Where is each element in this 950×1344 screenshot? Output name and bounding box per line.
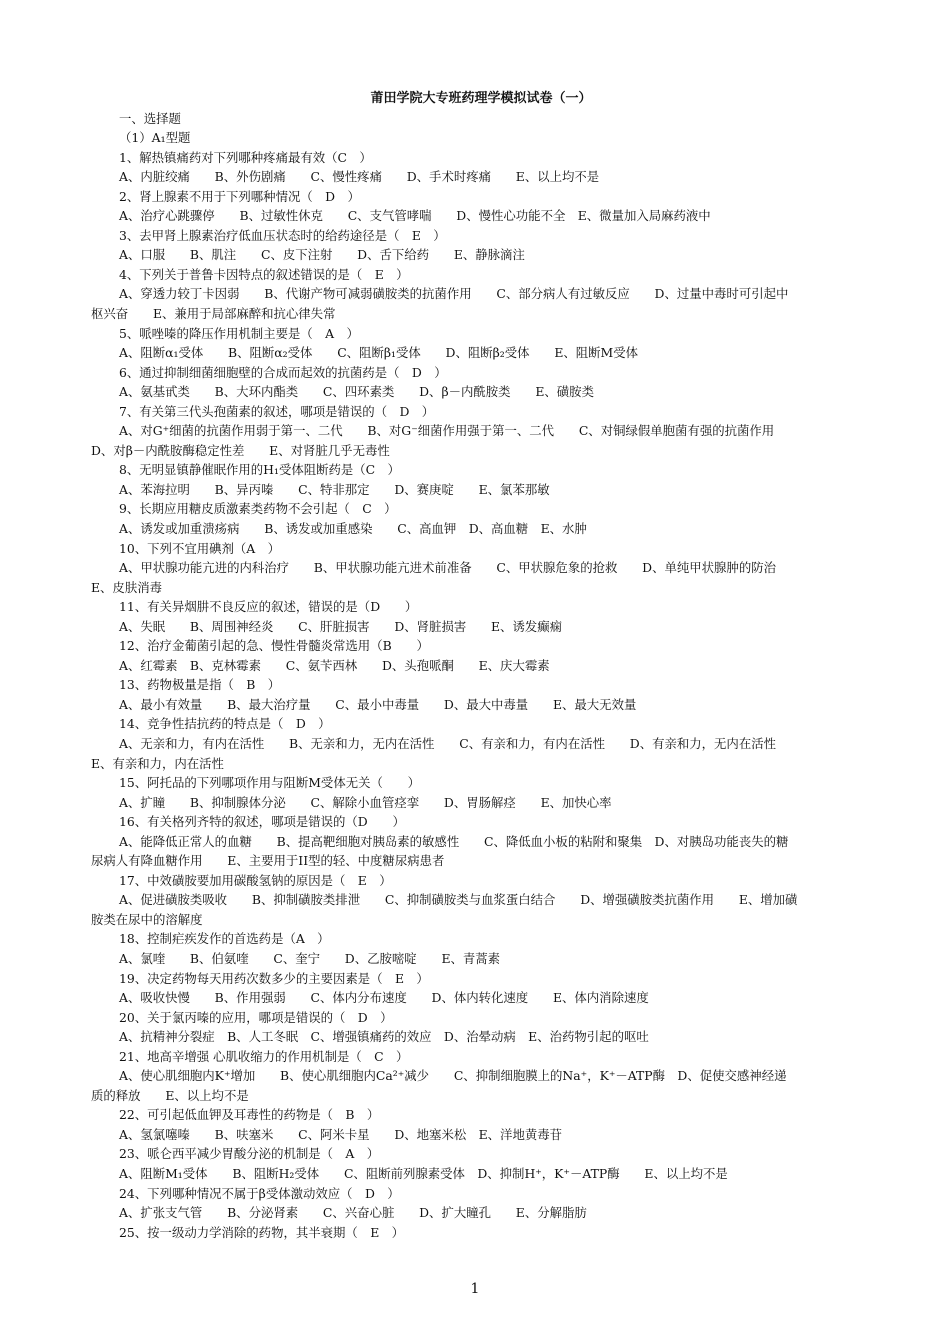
question-line: A、苯海拉明 B、异丙嗪 C、特非那定 D、赛庚啶 E、氯苯那敏 [119, 481, 550, 497]
question-line: 9、长期应用糖皮质激素类药物不会引起（ C ） [119, 501, 397, 517]
question-line: A、吸收快慢 B、作用强弱 C、体内分布速度 D、体内转化速度 E、体内消除速度 [119, 990, 649, 1006]
question-line: 10、下列不宜用碘剂（A ） [119, 540, 281, 556]
question-line: 22、可引起低血钾及耳毒性的药物是（ B ） [119, 1107, 380, 1123]
question-line: A、氨基甙类 B、大环内酯类 C、四环素类 D、β－内酰胺类 E、磺胺类 [119, 384, 594, 400]
question-text-continuation: 质的释放 E、以上均不是 [91, 1087, 249, 1103]
exam-page [91, 89, 871, 1242]
question-line: 25、按一级动力学消除的药物，其半衰期（ E ） [119, 1224, 405, 1240]
question-line: 23、哌仑西平减少胃酸分泌的机制是（ A ） [119, 1146, 380, 1162]
question-line: A、甲状腺功能亢进的内科治疗 B、甲状腺功能亢进术前准备 C、甲状腺危象的抢救 D、单纯甲状腺肿的防治 [119, 560, 776, 576]
question-line: A、内脏绞痛 B、外伤剧痛 C、慢性疼痛 D、手术时疼痛 E、以上均不是 [119, 169, 600, 185]
question-line: 13、药物极量是指（ B ） [119, 677, 281, 693]
question-line: A、氢氯噻嗪 B、呋塞米 C、阿米卡星 D、地塞米松 E、洋地黄毒苷 [119, 1126, 563, 1142]
question-line: 7、有关第三代头孢菌素的叙述，哪项是错误的（ D ） [119, 403, 435, 419]
question-line: 20、关于氯丙嗪的应用，哪项是错误的（ D ） [119, 1009, 393, 1025]
question-line: A、促进磺胺类吸收 B、抑制磺胺类排泄 C、抑制磺胺类与血浆蛋白结合 D、增强磺胺类抗菌作用 E、增加磺 [119, 892, 798, 908]
question-line: A、红霉素 B、克林霉素 C、氨苄西林 D、头孢哌酮 E、庆大霉素 [119, 657, 550, 673]
question-line: A、穿透力较丁卡因弱 B、代谢产物可减弱磺胺类的抗菌作用 C、部分病人有过敏反应 D、过量中毒时可引起中 [119, 286, 789, 302]
question-line: 5、哌唑嗪的降压作用机制主要是（ A ） [119, 325, 359, 341]
question-line: 3、去甲肾上腺素治疗低血压状态时的给药途径是（ E ） [119, 227, 446, 243]
question-line: A、阻断M₁受体 B、阻断H₂受体 C、阻断前列腺素受体 D、抑制H⁺，K⁺－ATP酶 E、以上均不是 [119, 1166, 728, 1182]
question-line: 14、竞争性拮抗药的特点是（ D ） [119, 716, 331, 732]
question-text-continuation: 胺类在尿中的溶解度 [91, 911, 203, 927]
question-line: 17、中效磺胺要加用碳酸氢钠的原因是（ E ） [119, 872, 392, 888]
page-title: 莆田学院大专班药理学模拟试卷（一） [370, 91, 592, 106]
question-line: A、能降低正常人的血糖 B、提高靶细胞对胰岛素的敏感性 C、降低血小板的粘附和聚集 D、对胰岛功能丧失的糖 [119, 833, 789, 849]
question-text-continuation: 尿病人有降血糖作用 E、主要用于II型的轻、中度糖尿病患者 [91, 853, 445, 869]
subsection-heading: （1）A₁型题 [119, 130, 191, 146]
question-line: A、诱发或加重溃疡病 B、诱发或加重感染 C、高血钾 D、高血糖 E、水肿 [119, 520, 587, 536]
question-line: 2、肾上腺素不用于下列哪种情况（ D ） [119, 188, 360, 204]
question-line: 1、解热镇痛药对下列哪种疼痛最有效（C ） [119, 149, 372, 165]
question-line: A、扩瞳 B、抑制腺体分泌 C、解除小血管痉挛 D、胃肠解痉 E、加快心率 [119, 794, 612, 810]
question-line: 18、控制疟疾发作的首选药是（A ） [119, 931, 330, 947]
section-heading: 一、选择题 [119, 110, 181, 126]
question-line: 15、阿托品的下列哪项作用与阻断M受体无关（ ） [119, 775, 421, 791]
question-line: 19、决定药物每天用药次数多少的主要因素是（ E ） [119, 970, 429, 986]
question-line: A、无亲和力，有内在活性 B、无亲和力，无内在活性 C、有亲和力，有内在活性 D、有亲和力，无内在活性 [119, 736, 776, 751]
question-text-continuation: D、对β－内酰胺酶稳定性差 E、对肾脏几乎无毒性 [91, 442, 390, 458]
question-text-continuation: E、有亲和力，内在活性 [91, 755, 224, 771]
question-line: A、最小有效量 B、最大治疗量 C、最小中毒量 D、最大中毒量 E、最大无效量 [119, 696, 637, 712]
question-line: A、对G⁺细菌的抗菌作用弱于第一、二代 B、对G⁻细菌作用强于第一、二代 C、对铜绿假单胞菌有强的抗菌作用 [119, 423, 775, 439]
question-line: A、扩张支气管 B、分泌肾素 C、兴奋心脏 D、扩大瞳孔 E、分解脂肪 [119, 1205, 587, 1221]
question-line: A、抗精神分裂症 B、人工冬眠 C、增强镇痛药的效应 D、治晕动病 E、治药物引起的呕吐 [119, 1029, 649, 1045]
question-line: A、氯喹 B、伯氨喹 C、奎宁 D、乙胺嘧啶 E、青蒿素 [119, 951, 501, 967]
question-line: A、阻断α₁受体 B、阻断α₂受体 C、阻断β₁受体 D、阻断β₂受体 E、阻断M受体 [119, 345, 639, 361]
question-line: 24、下列哪种情况不属于β受体激动效应（ D ） [119, 1185, 400, 1201]
question-line: A、使心肌细胞内K⁺增加 B、使心肌细胞内Ca²⁺减少 C、抑制细胞膜上的Na⁺，K⁺－ATP酶 D、促使交感神经递 [119, 1068, 787, 1084]
question-line: 8、无明显镇静催眠作用的H₁受体阻断药是（C ） [119, 462, 400, 478]
question-line: 12、治疗金葡菌引起的急、慢性骨髓炎常选用（B ） [119, 638, 429, 654]
question-line: 6、通过抑制细菌细胞壁的合成而起效的抗菌药是（ D ） [119, 364, 447, 380]
question-text-continuation: 枢兴奋 E、兼用于局部麻醉和抗心律失常 [91, 305, 336, 321]
question-line: 11、有关异烟肼不良反应的叙述，错误的是（D ） [119, 599, 418, 615]
page-number: 1 [470, 1281, 480, 1297]
question-line: A、口服 B、肌注 C、皮下注射 D、舌下给药 E、静脉滴注 [119, 247, 525, 263]
question-line: 4、下列关于普鲁卡因特点的叙述错误的是（ E ） [119, 266, 409, 282]
question-line: 16、有关格列齐特的叙述，哪项是错误的（D ） [119, 814, 405, 830]
question-line: 21、地高辛增强 心肌收缩力的作用机制是（ C ） [119, 1048, 409, 1064]
question-line: A、失眠 B、周围神经炎 C、肝脏损害 D、肾脏损害 E、诱发癫痫 [119, 618, 563, 634]
question-list [91, 148, 871, 1243]
question-text-continuation: E、皮肤消毒 [91, 579, 162, 595]
question-line: A、治疗心跳骤停 B、过敏性休克 C、支气管哮喘 D、慢性心功能不全 E、微量加入局麻药液中 [119, 208, 711, 224]
